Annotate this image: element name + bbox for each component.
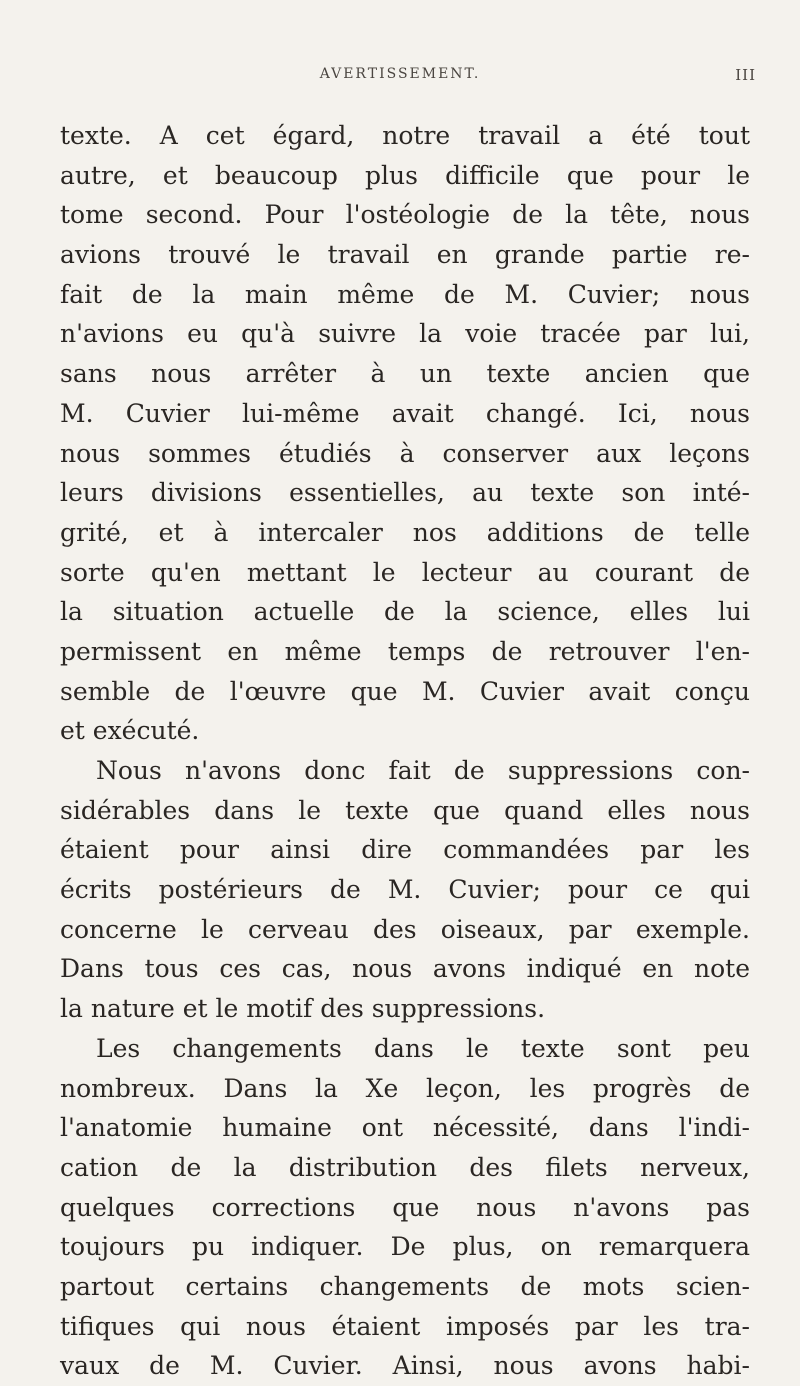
text-line: autre, et beaucoup plus difficile que pour le (60, 160, 750, 190)
text-line: toujours pu indiquer. De plus, on remarquera (60, 1232, 750, 1262)
running-title: AVERTISSEMENT. (319, 66, 481, 82)
text-line: Nous n'avons donc fait de suppressions con- (96, 756, 750, 785)
paragraph-2 (60, 751, 750, 1029)
text-line: tome second. Pour l'ostéologie de la tête, nous (60, 200, 750, 230)
text-line: la situation actuelle de la science, elles lui (60, 597, 750, 627)
paragraph-3 (60, 1029, 750, 1386)
text-line: avions trouvé le travail en grande partie re- (60, 240, 750, 270)
text-line: et exécuté. (60, 716, 200, 746)
text-line: Les changements dans le texte sont peu (96, 1033, 750, 1063)
text-line: M. Cuvier lui-même avait changé. Ici, nous (60, 398, 750, 428)
text-line: vaux de M. Cuvier. Ainsi, nous avons habi- (60, 1351, 750, 1381)
text-line: tifiques qui nous étaient imposés par les tra- (60, 1311, 750, 1341)
text-line: sans nous arrêter à un texte ancien que (60, 359, 750, 389)
paragraph-1 (60, 116, 750, 751)
text-line: partout certains changements de mots scien- (60, 1271, 750, 1301)
text-line: leurs divisions essentielles, au texte son inté- (60, 478, 750, 508)
text-line: la nature et le motif des suppressions. (60, 994, 546, 1024)
running-header (0, 66, 800, 90)
text-line: n'avions eu qu'à suivre la voie tracée par lui, (60, 319, 750, 349)
text-line: nous sommes étudiés à conserver aux leçons (60, 438, 750, 468)
text-line: cation de la distribution des filets nerveux, (60, 1152, 750, 1182)
text-line: texte. A cet égard, notre travail a été tout (60, 121, 750, 150)
text-line: Dans tous ces cas, nous avons indiqué en note (60, 954, 750, 984)
text-line: grité, et à intercaler nos additions de telle (60, 517, 750, 547)
text-line: concerne le cerveau des oiseaux, par exemple. (60, 914, 750, 944)
body-text (60, 116, 750, 1386)
text-line: nombreux. Dans la Xe leçon, les progrès de (60, 1073, 750, 1103)
text-line: fait de la main même de M. Cuvier; nous (60, 279, 750, 309)
text-line: écrits postérieurs de M. Cuvier; pour ce qui (60, 875, 750, 905)
text-line: sorte qu'en mettant le lecteur au courant de (60, 557, 750, 587)
text-line: semble de l'œuvre que M. Cuvier avait conçu (60, 676, 750, 706)
page-number: III (735, 66, 756, 84)
text-line: quelques corrections que nous n'avons pas (60, 1192, 750, 1222)
text-line: l'anatomie humaine ont nécessité, dans l'indi- (60, 1113, 750, 1143)
text-line: permissent en même temps de retrouver l'en- (60, 636, 750, 666)
text-line: étaient pour ainsi dire commandées par les (60, 835, 750, 865)
text-line: sidérables dans le texte que quand elles nous (60, 795, 750, 825)
